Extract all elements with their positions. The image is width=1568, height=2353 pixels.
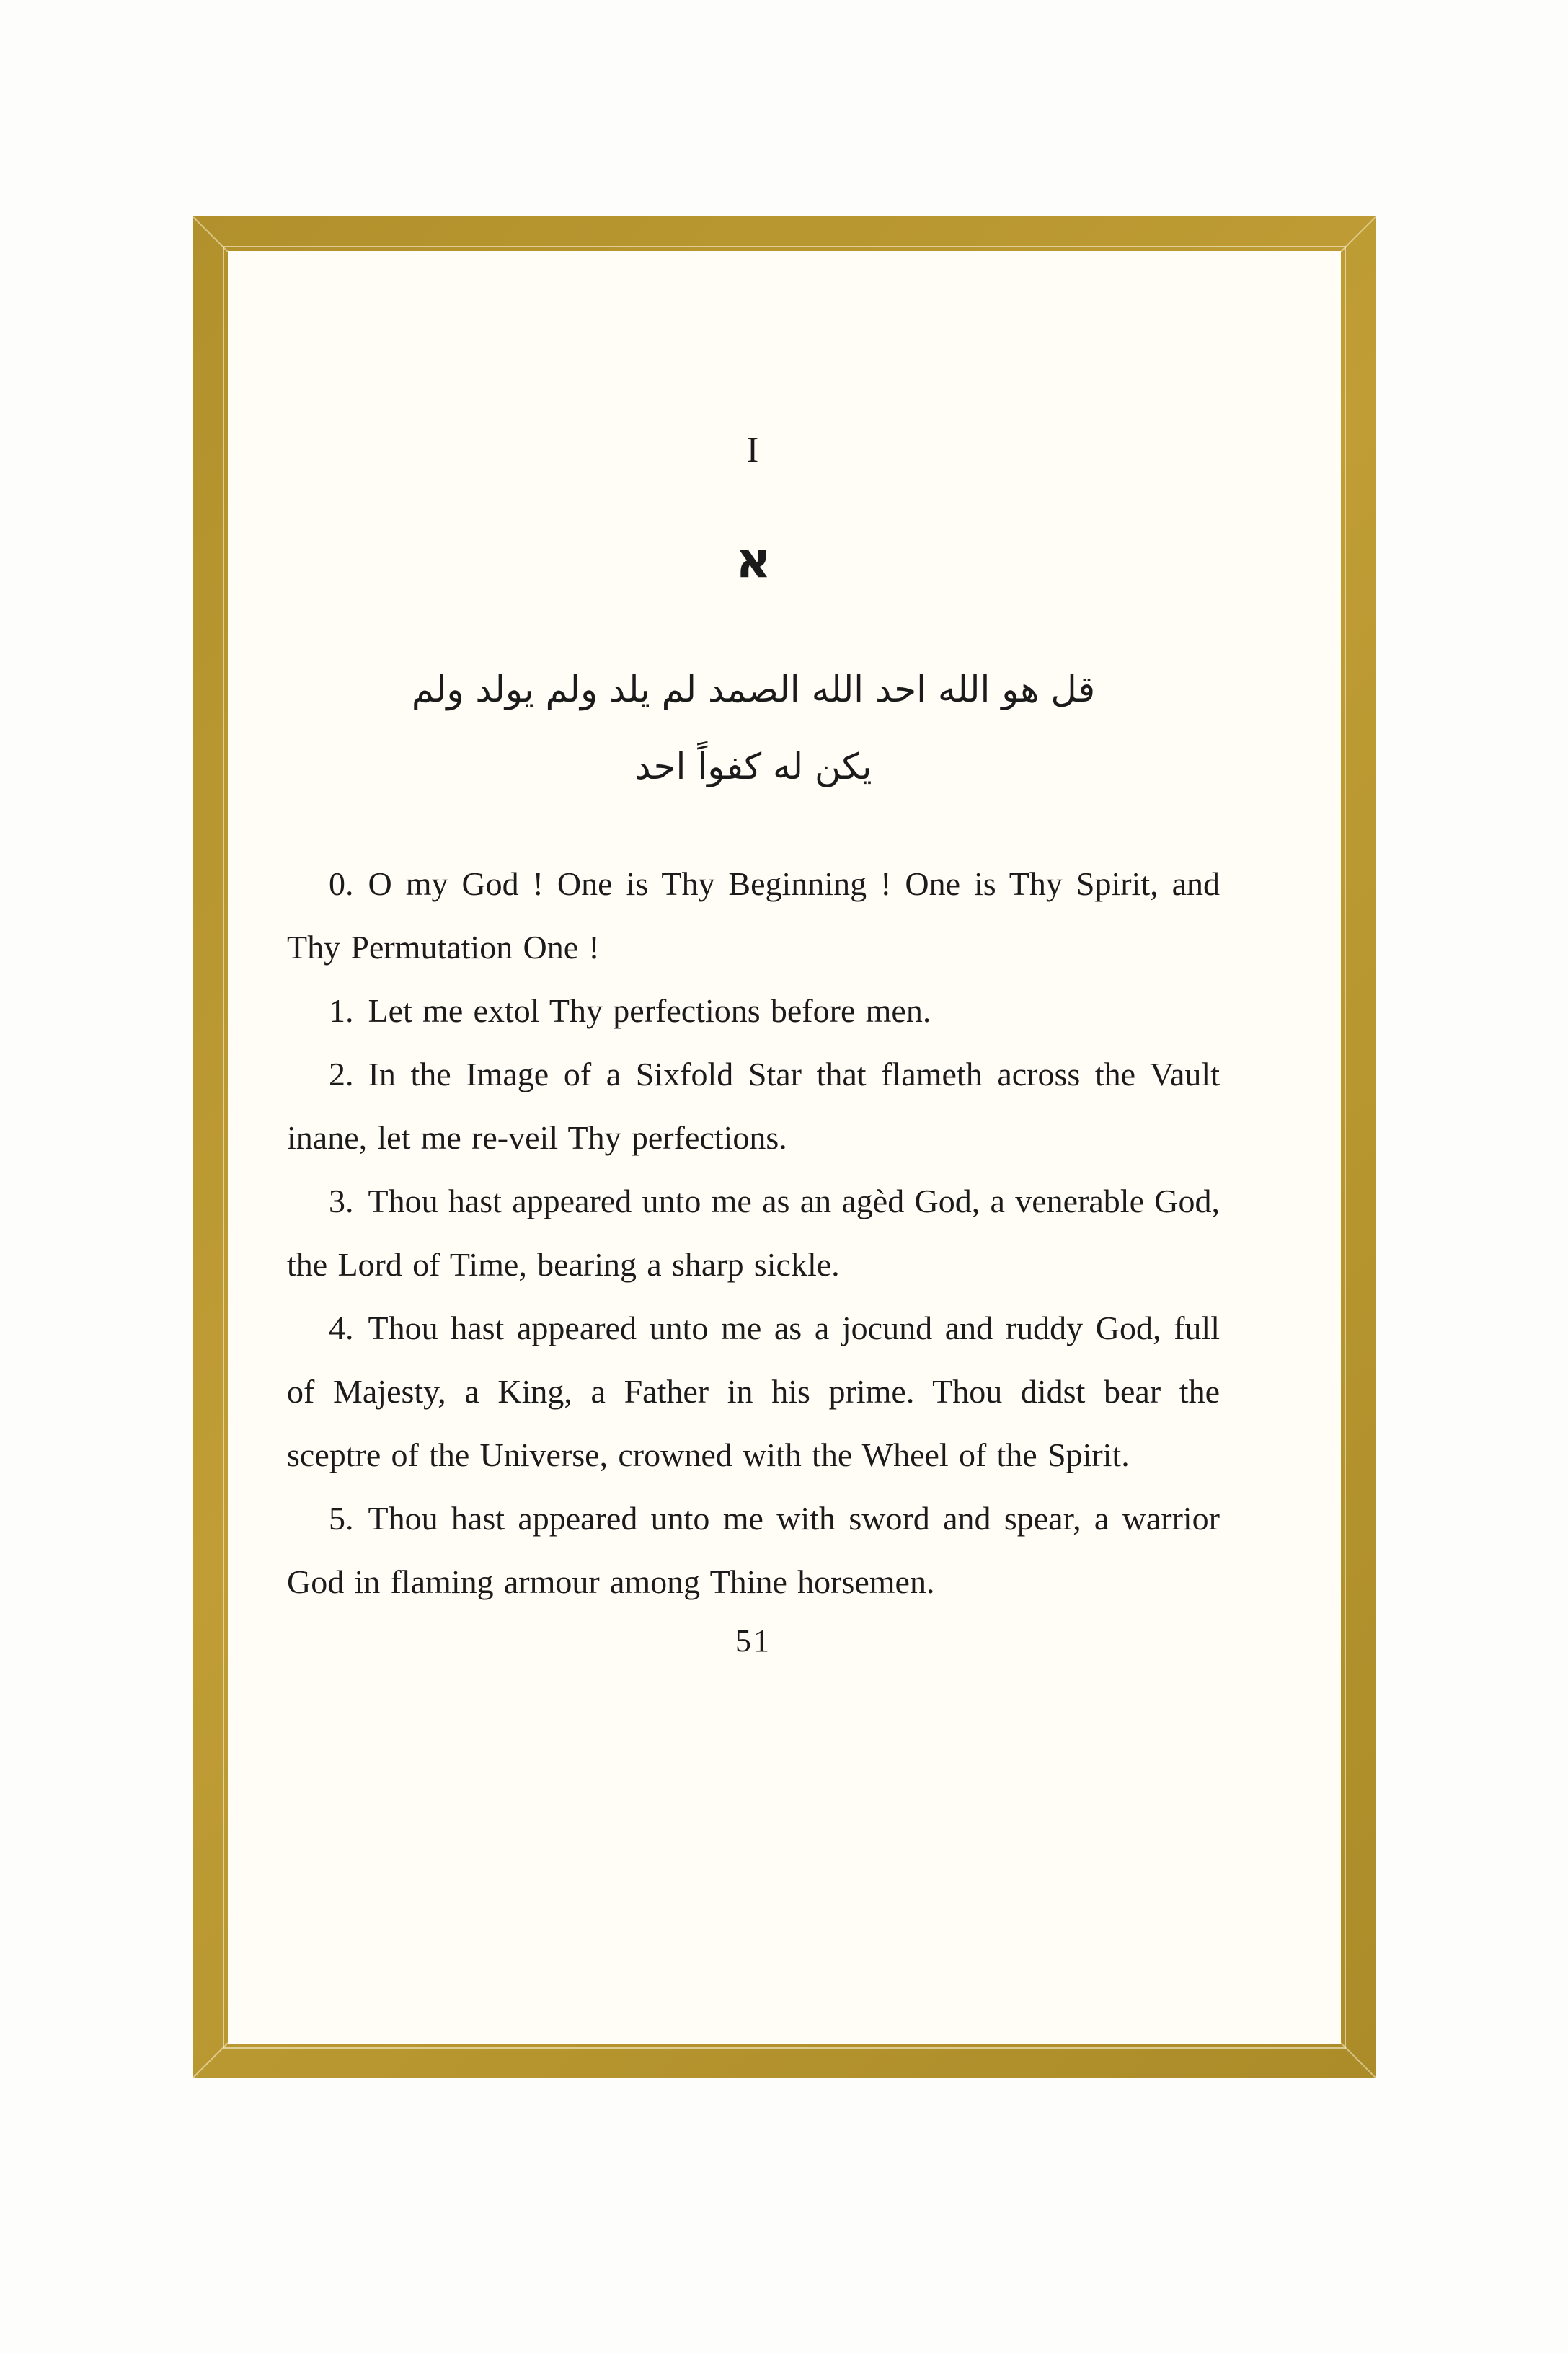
verse-text-block — [287, 852, 1220, 1614]
frame-mitre-corner-top-left — [192, 216, 228, 252]
verse-number: 2. — [329, 1056, 354, 1092]
verse-paragraph-5 — [287, 1487, 1220, 1614]
verse-text: In the Image of a Sixfold Star that flameth across the Vault inane, let me re-veil Thy perfections. — [287, 1056, 1220, 1156]
verse-paragraph-1 — [287, 979, 1220, 1043]
verse-number: 5. — [329, 1500, 354, 1537]
frame-mitre-corner-top-right — [1340, 216, 1376, 252]
verse-paragraph-0 — [287, 852, 1220, 979]
verse-number: 0. — [329, 865, 354, 902]
arabic-verse-line-2: يكن له كفواً احد — [634, 746, 872, 787]
frame-mitre-corner-bottom-left — [192, 2042, 228, 2078]
verse-text: Thou hast appeared unto me as an agèd God, a venerable God, the Lord of Time, bearing a sharp sickle. — [287, 1183, 1220, 1283]
verse-text: Let me extol Thy perfections before men. — [368, 992, 931, 1029]
verse-number: 4. — [329, 1310, 354, 1346]
verse-text: Thou hast appeared unto me with sword and spear, a warrior God in flaming armour among Thine horsemen. — [287, 1500, 1220, 1600]
verse-number: 3. — [329, 1183, 354, 1219]
verse-paragraph-4 — [287, 1297, 1220, 1487]
verse-number: 1. — [329, 992, 354, 1029]
verse-paragraph-3 — [287, 1170, 1220, 1297]
verse-text: O my God ! One is Thy Beginning ! One is Thy Spirit, and Thy Permutation One ! — [287, 865, 1220, 966]
gold-frame-border — [193, 216, 1376, 2078]
frame-mitre-corner-bottom-right — [1340, 2042, 1376, 2078]
arabic-verse-line-1: قل هو الله احد الله الصمد لم يلد ولم يولد ولم — [411, 668, 1096, 710]
page-number: 51 — [735, 1623, 771, 1659]
page-content-column — [287, 431, 1220, 1657]
hebrew-letter-aleph: א — [735, 532, 771, 589]
verse-text: Thou hast appeared unto me as a jocund and ruddy God, full of Majesty, a King, a Father in his prime. Thou didst bear the sceptre of the Universe, crowned with the Wheel of the Spirit. — [287, 1310, 1220, 1473]
book-page — [228, 251, 1341, 2044]
chapter-numeral: I — [746, 429, 761, 469]
verse-paragraph-2 — [287, 1043, 1220, 1170]
